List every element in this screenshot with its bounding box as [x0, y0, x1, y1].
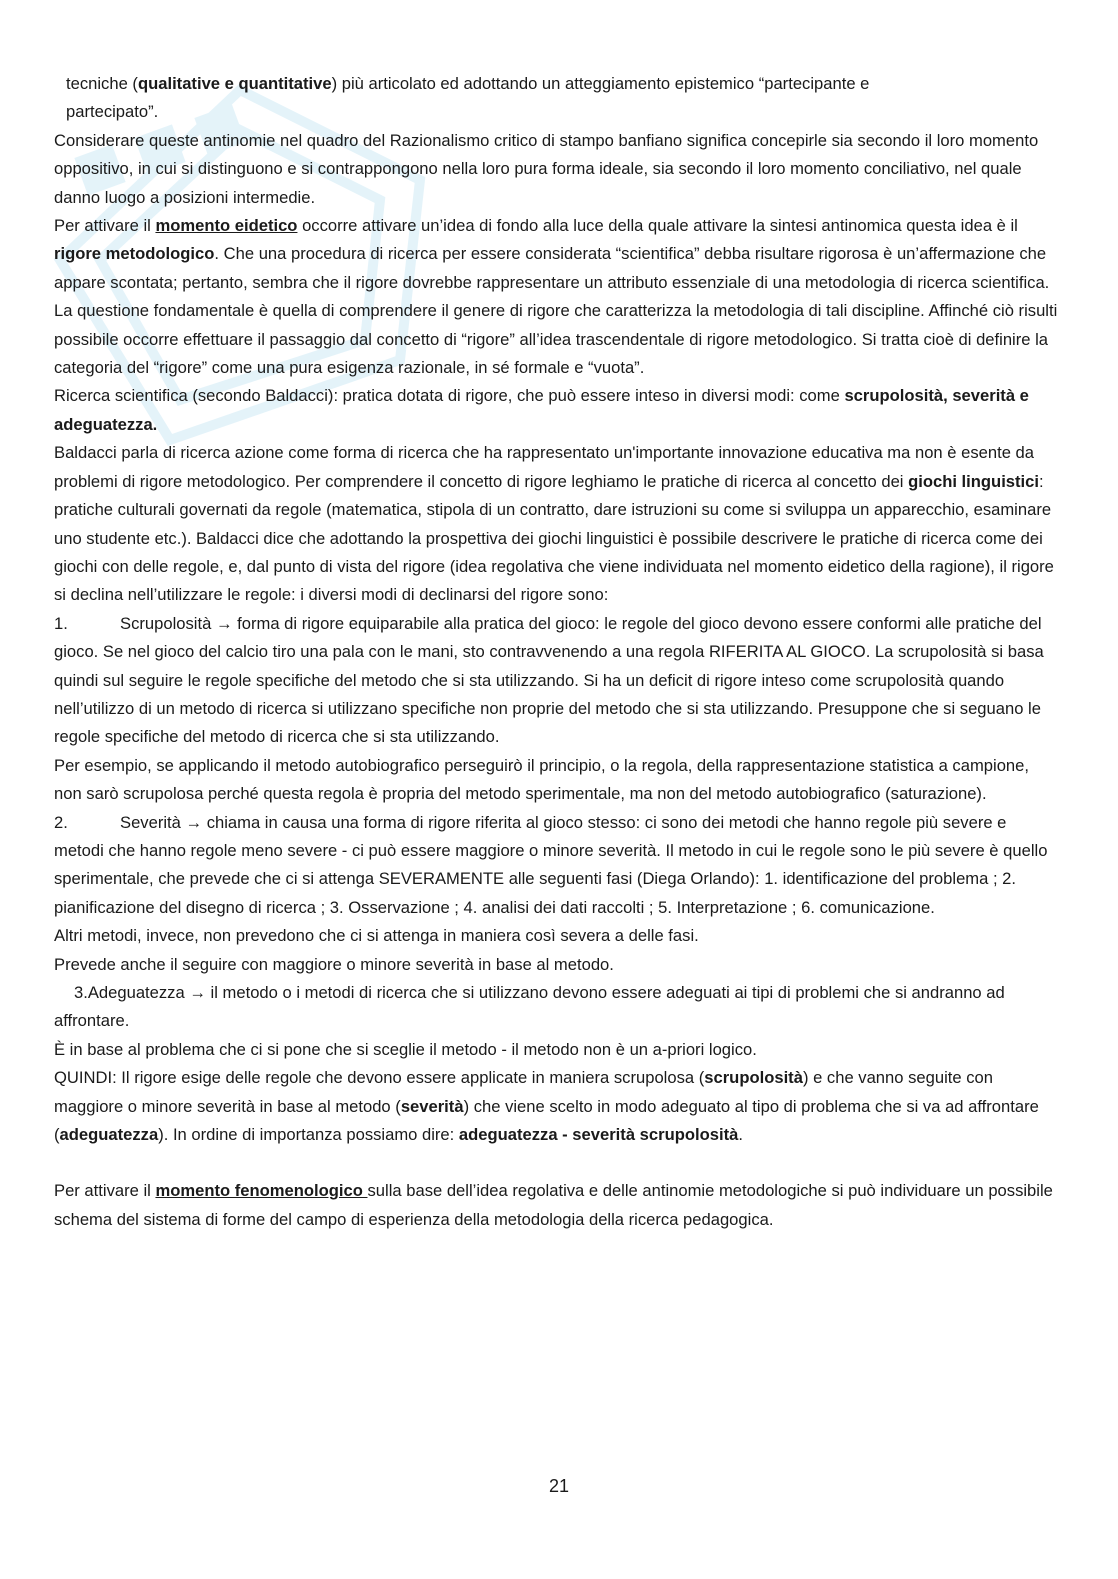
arrow-icon: →: [215, 613, 233, 633]
text-run: forma di rigore equiparabile alla pratica del gioco: le regole del gioco devono essere conformi alle pratiche del gioco. Se nel gioco del calcio tiro una pala con le mani, sto contravvenendo a una regola RIFERITA AL GIOCO. La scrupolosità si basa quindi sul seguire le regole specifiche del metodo che si sta utilizzando. Si ha un deficit di rigore inteso come scrupolosità quando nell’utilizzo di un metodo di ricerca si utilizzano specifiche non proprie del metodo che si sta utilizzando. Presuppone che si seguano le regole specifiche del metodo di ricerca che si sta utilizzando.: [54, 613, 1044, 747]
paragraph: [54, 1177, 1059, 1234]
list-term: Severità: [120, 812, 181, 832]
text-run: il metodo o i metodi di ricerca che si utilizzano devono essere adeguati ai tipi di problemi che si andranno ad affrontare.: [54, 983, 1005, 1031]
page-number: 21: [548, 1476, 570, 1496]
bold-text: giochi linguistici: [908, 471, 1040, 491]
text-run: ) che viene scelto in modo adeguato al tipo di problema che si va ad affrontare (: [54, 1096, 1039, 1145]
paragraph: [54, 439, 1059, 609]
bold-text: scrupolosità, severità e adeguatezza.: [54, 386, 1029, 434]
underlined-heading: momento fenomenologico: [155, 1181, 368, 1201]
text-run: occorre attivare un’idea di fondo alla luce della quale attivare la sintesi antinomica questa idea è il: [297, 216, 1018, 236]
bold-text: severità: [400, 1096, 464, 1116]
body-text: [54, 70, 1059, 1234]
list-term: 3.Adeguatezza: [74, 983, 185, 1002]
list-item: [54, 610, 1059, 752]
text-run: sulla base dell’idea regolativa e delle antinomie metodologiche si può individuare un possibile schema del sistema di forme del campo di esperienza della metodologia della ricerca pedagogica.: [54, 1181, 1053, 1229]
bold-text: adeguatezza - severità scrupolosità: [458, 1125, 739, 1145]
text-run: ). In ordine di importanza possiamo dire:: [158, 1125, 459, 1145]
text-run: Per attivare il: [54, 216, 156, 236]
paragraph: Per esempio, se applicando il metodo autobiografico perseguirò il principio, o la regola, della rappresentazione statistica a campione, non sarò scrupolosa perché questa regola è propria del metodo sperimentale, ma non del metodo autobiografico (saturazione).: [54, 755, 1029, 804]
list-item: [54, 979, 1059, 1036]
text-run: ) e che vanno seguite con maggiore o minore severità in base al metodo (: [54, 1068, 993, 1116]
text-run: ) più articolato ed adottando un atteggiamento epistemico “partecipante e: [331, 74, 870, 93]
spacer: [54, 1149, 1059, 1177]
bold-text: adeguatezza: [59, 1125, 159, 1145]
paragraph: [54, 70, 1059, 127]
paragraph: Altri metodi, invece, non prevedono che ci si attenga in maniera così severa a delle fasi.: [54, 926, 699, 946]
text-run: Per attivare il: [54, 1181, 156, 1201]
text-run: Baldacci parla di ricerca azione come forma di ricerca che ha rappresentato un'importante innovazione educativa ma non è esente da problemi di rigore metodologico. Per comprendere il concetto di rigore leghiamo le pratiche di ricerca al concetto dei: [54, 443, 1034, 491]
underlined-heading: momento eidetico: [155, 216, 298, 236]
paragraph: Considerare queste antinomie nel quadro del Razionalismo critico di stampo banfiano significa concepirle sia secondo il loro momento oppositivo, in cui si distinguono e si contrappongono nella loro pura forma ideale, sia secondo il loro momento conciliativo, nel quale danno luogo a posizioni intermedie.: [54, 130, 1039, 207]
paragraph: [54, 1064, 1059, 1149]
list-term: Scrupolosità: [120, 613, 212, 633]
bold-text: qualitative e quantitative: [137, 74, 332, 93]
paragraph: Prevede anche il seguire con maggiore o minore severità in base al metodo.: [54, 954, 614, 974]
text-run: QUINDI: Il rigore esige delle regole che devono essere applicate in maniera scrupolosa (: [54, 1068, 705, 1088]
text-run: : pratiche culturali governati da regole (matematica, stipola di un contratto, dare istruzioni su come si sviluppa un apparecchio, esaminare uno studente etc.). Baldacci dice che adottando la prospettiva dei giochi linguistici è possibile descrivere le pratiche di ricerca come dei giochi con delle regole, e, dal punto di vista del rigore (idea regolativa che viene individuata nel momento eidetico della ragione), il rigore si declina nell’utilizzare le regole: i diversi modi di declinarsi del rigore sono:: [54, 471, 1054, 605]
text-run: .: [738, 1125, 743, 1145]
paragraph: È in base al problema che ci si pone che si sceglie il metodo - il metodo non è un a-priori logico.: [54, 1039, 757, 1059]
text-run: tecniche (: [66, 74, 138, 93]
paragraph: [54, 212, 1059, 382]
list-number: 2.: [54, 812, 68, 832]
arrow-icon: →: [185, 812, 203, 832]
text-run: partecipato”.: [66, 102, 159, 122]
list-number: 1.: [54, 613, 68, 633]
bold-text: rigore metodologico: [54, 244, 215, 264]
bold-text: scrupolosità: [704, 1068, 803, 1088]
text-run: . Che una procedura di ricerca per essere considerata “scientifica” debba risultare rigorosa è un’affermazione che appare scontata; pertanto, sembra che il rigore dovrebbe rappresentare un attributo essenziale di una metodologia di ricerca scientifica. La questione fondamentale è quella di comprendere il genere di rigore che caratterizza la metodologia di tali discipline. Affinché ciò risulti possibile occorre effettuare il passaggio dal concetto di “rigore” all’idea trascendentale di rigore metodologico. Si tratta cioè di definire la categoria del “rigore” come una pura esigenza razionale, in sé formale e “vuota”.: [54, 244, 1058, 378]
list-item: [54, 809, 1059, 923]
text-run: chiama in causa una forma di rigore riferita al gioco stesso: ci sono dei metodi che hanno regole più severe e metodi che hanno regole meno severe - ci può essere maggiore o minore severità. Il metodo in cui le regole sono le più severe è quello sperimentale, che prevede che ci si attenga SEVERAMENTE alle seguenti fasi (Diega Orlando): 1. identificazione del problema ; 2. pianificazione del disegno di ricerca ; 3. Osservazione ; 4. analisi dei dati raccolti ; 5. Interpretazione ; 6. comunicazione.: [54, 812, 1048, 917]
text-run: Ricerca scientifica (secondo Baldacci): pratica dotata di rigore, che può essere inteso in diversi modi: come: [54, 386, 845, 406]
paragraph: [54, 382, 1059, 439]
arrow-icon: →: [189, 983, 206, 1002]
